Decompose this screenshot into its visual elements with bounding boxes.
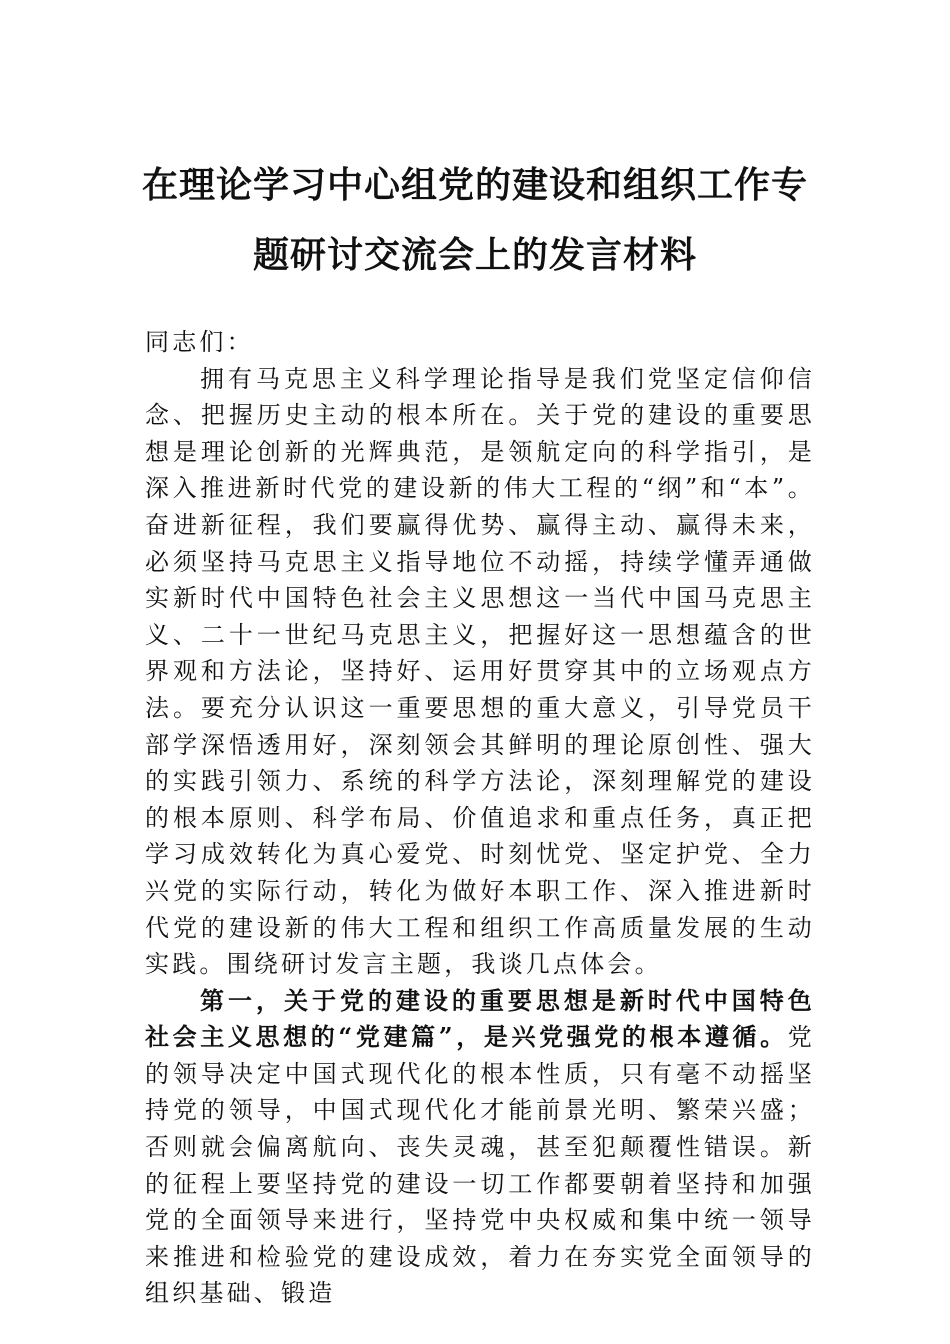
- paragraph-1: 拥有马克思主义科学理论指导是我们党坚定信仰信念、把握历史主动的根本所在。关于党的建设的重要思想是理论创新的光辉典范，是领航定向的科学指引，是深入推进新时代党的建设新的伟大工程的“纲”和“本”。奋进新征程，我们要赢得优势、赢得主动、赢得未来，必须坚持马克思主义指导地位不动摇，持续学懂弄通做实新时代中国特色社会主义思想这一当代中国马克思主义、二十一世纪马克思主义，把握好这一思想蕴含的世界观和方法论，坚持好、运用好贯穿其中的立场观点方法。要充分认识这一重要思想的重大意义，引导党员干部学深悟透用好，深刻领会其鲜明的理论原创性、强大的实践引领力、系统的科学方法论，深刻理解党的建设的根本原则、科学布局、价值追求和重点任务，真正把学习成效转化为真心爱党、时刻忧党、坚定护党、全力兴党的实际行动，转化为做好本职工作、深入推进新时代党的建设新的伟大工程和组织工作高质量发展的生动实践。围绕研讨发言主题，我谈几点体会。: [145, 364, 815, 979]
- document-title: [100, 150, 850, 290]
- salutation: 同志们：: [145, 328, 254, 356]
- title-line-2: 题研讨交流会上的发言材料: [252, 234, 697, 276]
- title-line-1: 在理论学习中心组党的建设和组织工作专: [141, 164, 808, 206]
- paragraph-2-body: 党的领导决定中国式现代化的根本性质，只有毫不动摇坚持党的领导，中国式现代化才能前景光明、繁荣兴盛；否则就会偏离航向、丧失灵魂，甚至犯颠覆性错误。新的征程上要坚持党的建设一切工作都要朝着坚持和加强党的全面领导来进行，坚持党中央权威和集中统一领导来推进和检验党的建设成效，着力在夯实党全面领导的组织基础、锻造: [145, 1023, 815, 1308]
- document-body: [145, 324, 815, 1312]
- paragraph-2-lead: 第一，关于党的建设的重要思想是新时代中国特色社会主义思想的“党建篇”，是兴党强党的根本遵循。: [145, 985, 815, 1052]
- paragraph-2: [145, 983, 815, 1312]
